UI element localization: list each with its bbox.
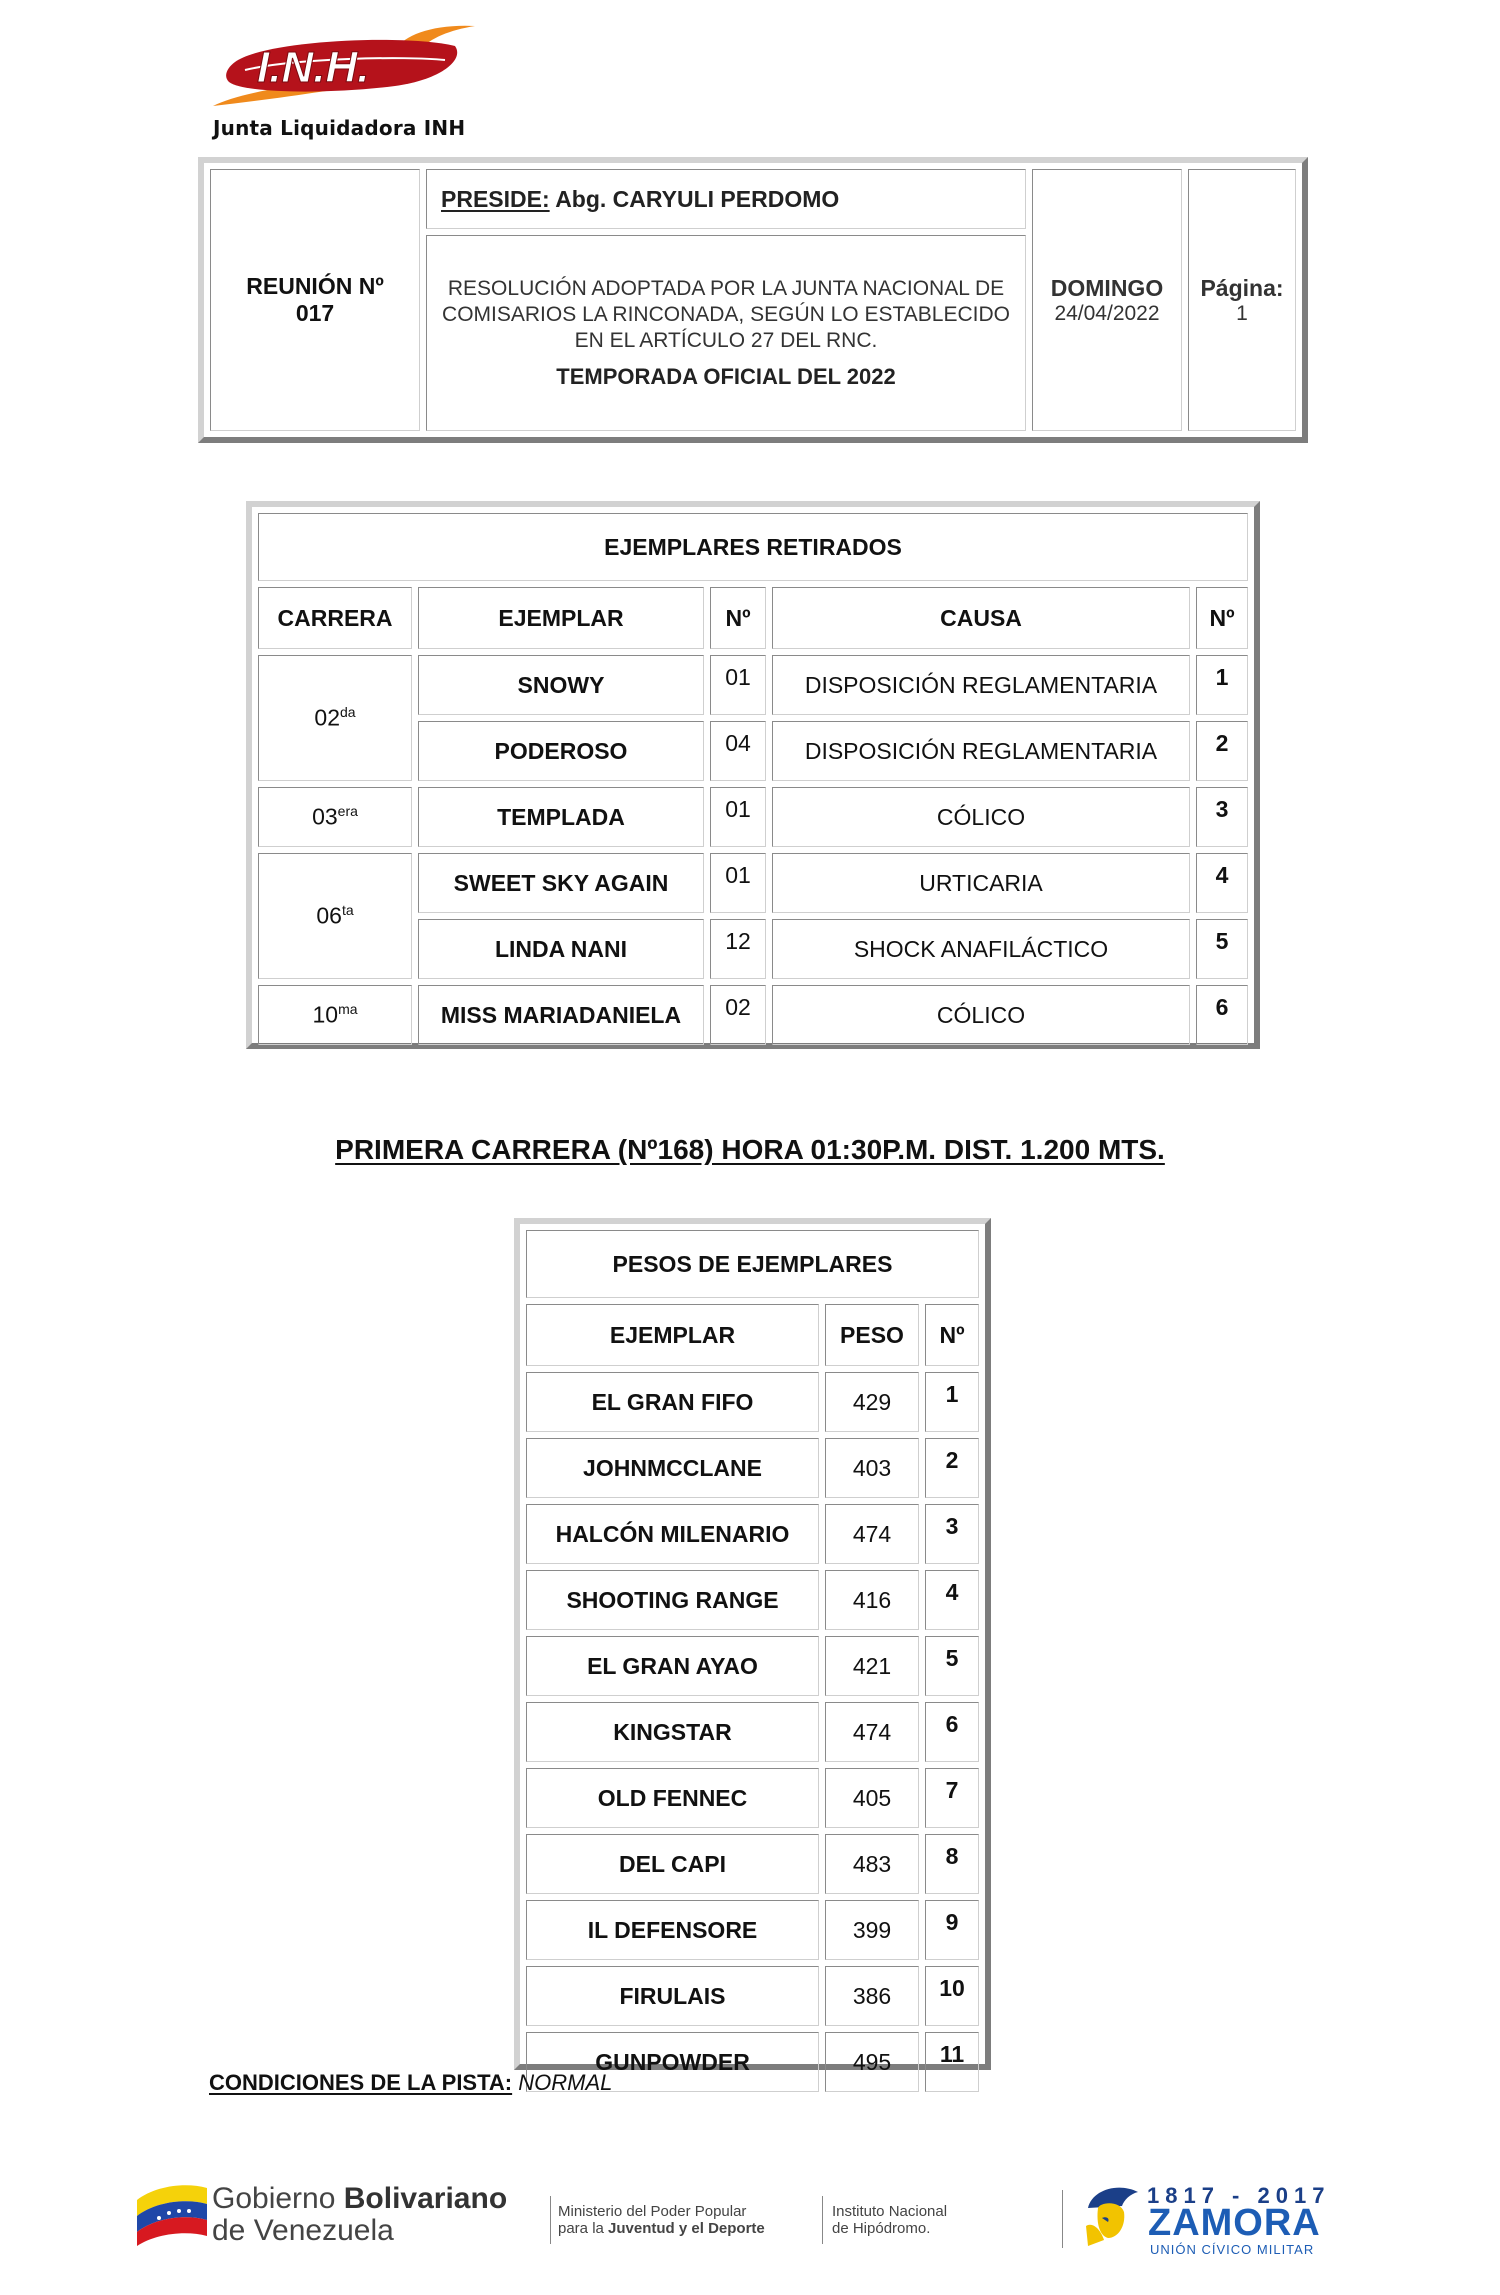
- col-causa: CAUSA: [772, 587, 1190, 649]
- pesos-table: [514, 1218, 991, 2075]
- col-num: Nº: [710, 587, 766, 649]
- num-cell: 02: [710, 985, 766, 1045]
- ejemplar-cell: SWEET SKY AGAIN: [418, 853, 704, 913]
- peso-cell: 416: [825, 1570, 919, 1630]
- zamora-subtitle: UNIÓN CÍVICO MILITAR: [1150, 2242, 1315, 2257]
- ejemplar-cell: OLD FENNEC: [526, 1768, 819, 1828]
- retirados-table: [246, 501, 1260, 1049]
- ejemplar-cell: TEMPLADA: [418, 787, 704, 847]
- col-n: Nº: [1196, 587, 1248, 649]
- n-cell: 6: [925, 1702, 979, 1762]
- ejemplar-cell: LINDA NANI: [418, 919, 704, 979]
- instituto-text: Instituto Nacional de Hipódromo.: [832, 2203, 948, 2237]
- pesos-title: PESOS DE EJEMPLARES: [526, 1230, 979, 1298]
- table-row: [526, 1504, 979, 1564]
- n-cell: 11: [925, 2032, 979, 2092]
- ejemplar-cell: SHOOTING RANGE: [526, 1570, 819, 1630]
- carrera-cell: $02^{da}$: [258, 655, 412, 781]
- n-cell: 5: [925, 1636, 979, 1696]
- peso-cell: 421: [825, 1636, 919, 1696]
- n-cell: 4: [925, 1570, 979, 1630]
- header-block: [198, 157, 1308, 443]
- ejemplar-cell: SNOWY: [418, 655, 704, 715]
- num-cell: 01: [710, 787, 766, 847]
- n-cell: 10: [925, 1966, 979, 2026]
- table-row: [258, 787, 1248, 847]
- conditions-value: NORMAL: [518, 2070, 613, 2095]
- peso-cell: 474: [825, 1504, 919, 1564]
- num-cell: 12: [710, 919, 766, 979]
- page-cell: [1188, 169, 1296, 431]
- n-cell: 2: [925, 1438, 979, 1498]
- preside-cell: [426, 169, 1026, 229]
- n-cell: 6: [1196, 985, 1248, 1045]
- retirados-title: EJEMPLARES RETIRADOS: [258, 513, 1248, 581]
- carrera-cell: $10^{ma}$: [258, 985, 412, 1045]
- reunion-number: 017: [295, 300, 335, 326]
- peso-cell: 429: [825, 1372, 919, 1432]
- n-cell: 8: [925, 1834, 979, 1894]
- ministerio-text: Ministerio del Poder Popular para la Juventud y el Deporte: [558, 2203, 765, 2237]
- ejemplar-cell: HALCÓN MILENARIO: [526, 1504, 819, 1564]
- ejemplar-cell: EL GRAN FIFO: [526, 1372, 819, 1432]
- table-row: [526, 1900, 979, 1960]
- zamora-portrait-icon: [1078, 2178, 1148, 2250]
- num-cell: 01: [710, 853, 766, 913]
- n-cell: 4: [1196, 853, 1248, 913]
- zamora-title: ZAMORA: [1148, 2202, 1321, 2244]
- peso-cell: 474: [825, 1702, 919, 1762]
- divider: [1062, 2190, 1063, 2248]
- resolution-text: RESOLUCIÓN ADOPTADA POR LA JUNTA NACIONAL DE COMISARIOS LA RINCONADA, SEGÚN LO ESTABLECIDO EN EL ARTÍCULO 27 DEL RNC.: [442, 277, 1010, 352]
- col-ejemplar: EJEMPLAR: [418, 587, 704, 649]
- preside-label: PRESIDE:: [441, 185, 550, 212]
- peso-cell: 403: [825, 1438, 919, 1498]
- n-cell: 2: [1196, 721, 1248, 781]
- causa-cell: DISPOSICIÓN REGLAMENTARIA: [772, 721, 1190, 781]
- race-title: PRIMERA CARRERA (Nº168) HORA 01:30P.M. DIST. 1.200 MTS.: [335, 1134, 1165, 1165]
- ejemplar-cell: PODEROSO: [418, 721, 704, 781]
- num-cell: 04: [710, 721, 766, 781]
- num-cell: 01: [710, 655, 766, 715]
- peso-cell: 495: [825, 2032, 919, 2092]
- n-cell: 5: [1196, 919, 1248, 979]
- divider: [822, 2196, 823, 2244]
- n-cell: 1: [1196, 655, 1248, 715]
- reunion-label: REUNIÓN Nº: [246, 273, 384, 299]
- day-label: DOMINGO: [1050, 274, 1164, 301]
- resolution-cell: [426, 235, 1026, 431]
- n-cell: 9: [925, 1900, 979, 1960]
- ejemplar-cell: MISS MARIADANIELA: [418, 985, 704, 1045]
- divider: [550, 2196, 551, 2244]
- table-row: [526, 1636, 979, 1696]
- causa-cell: URTICARIA: [772, 853, 1190, 913]
- ejemplar-cell: GUNPOWDER: [526, 2032, 819, 2092]
- n-cell: 1: [925, 1372, 979, 1432]
- n-cell: 7: [925, 1768, 979, 1828]
- table-row: [258, 985, 1248, 1045]
- date-value: 24/04/2022: [1054, 301, 1160, 325]
- gobierno-line2: de Venezuela: [212, 2214, 394, 2247]
- track-conditions: [209, 2070, 612, 2096]
- table-row: [526, 1372, 979, 1432]
- page-number: 1: [1236, 301, 1248, 325]
- n-cell: 3: [1196, 787, 1248, 847]
- causa-cell: CÓLICO: [772, 787, 1190, 847]
- causa-cell: DISPOSICIÓN REGLAMENTARIA: [772, 655, 1190, 715]
- table-row: [526, 1768, 979, 1828]
- table-row: [526, 1438, 979, 1498]
- table-row: [526, 1834, 979, 1894]
- carrera-cell: $03^{era}$: [258, 787, 412, 847]
- col-peso: PESO: [825, 1304, 919, 1366]
- ejemplar-cell: EL GRAN AYAO: [526, 1636, 819, 1696]
- ejemplar-cell: DEL CAPI: [526, 1834, 819, 1894]
- table-row: [258, 655, 1248, 715]
- table-row: [526, 1702, 979, 1762]
- reunion-cell: [210, 169, 420, 431]
- peso-cell: 405: [825, 1768, 919, 1828]
- logo-subtitle: Junta Liquidadora INH: [213, 116, 466, 140]
- page-label: Página:: [1200, 274, 1284, 301]
- ejemplar-cell: FIRULAIS: [526, 1966, 819, 2026]
- venezuela-flag-icon: [135, 2180, 210, 2246]
- peso-cell: 483: [825, 1834, 919, 1894]
- peso-cell: 399: [825, 1900, 919, 1960]
- col-ejemplar: EJEMPLAR: [526, 1304, 819, 1366]
- col-n: Nº: [925, 1304, 979, 1366]
- n-cell: 3: [925, 1504, 979, 1564]
- temporada-text: TEMPORADA OFICIAL DEL 2022: [556, 364, 896, 389]
- peso-cell: 386: [825, 1966, 919, 2026]
- ejemplar-cell: KINGSTAR: [526, 1702, 819, 1762]
- table-row: [526, 1570, 979, 1630]
- date-cell: [1032, 169, 1182, 431]
- col-carrera: CARRERA: [258, 587, 412, 649]
- logo-text: I.N.H.: [257, 43, 370, 92]
- conditions-label: CONDICIONES DE LA PISTA:: [209, 2070, 513, 2095]
- carrera-cell: $06^{ta}$: [258, 853, 412, 979]
- ejemplar-cell: JOHNMCCLANE: [526, 1438, 819, 1498]
- table-row: [526, 1966, 979, 2026]
- causa-cell: SHOCK ANAFILÁCTICO: [772, 919, 1190, 979]
- causa-cell: CÓLICO: [772, 985, 1190, 1045]
- zamora-years: 1817 - 2017: [1147, 2183, 1331, 2208]
- table-row: [258, 853, 1248, 913]
- inh-logo: [205, 20, 495, 120]
- ejemplar-cell: IL DEFENSORE: [526, 1900, 819, 1960]
- preside-name: Abg. CARYULI PERDOMO: [555, 185, 840, 212]
- gobierno-line1: Gobierno Bolivariano: [212, 2182, 508, 2215]
